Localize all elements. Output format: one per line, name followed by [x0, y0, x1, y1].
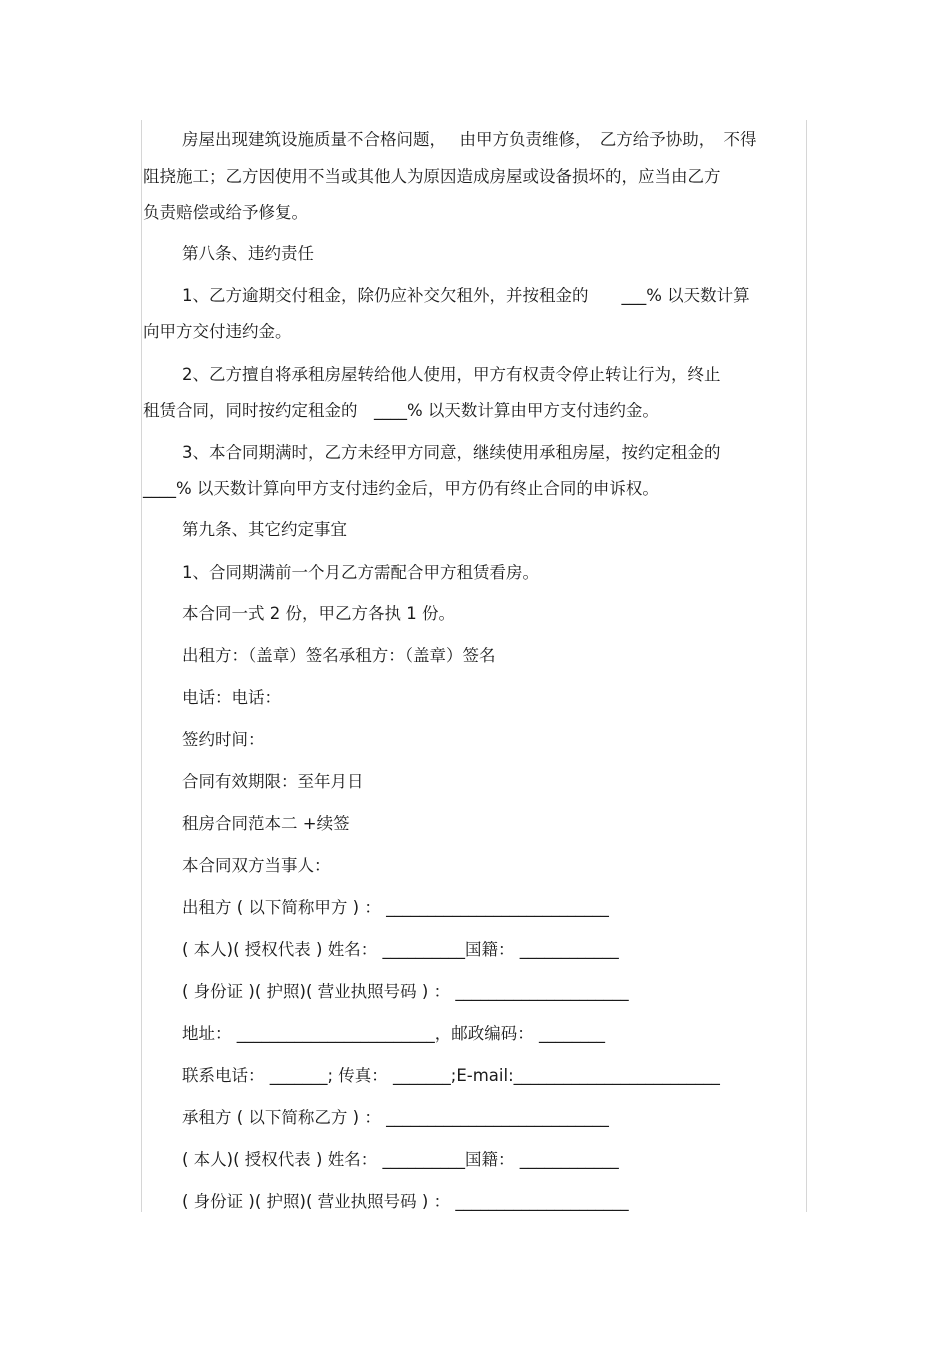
id-number-field: ( 身份证 )( 护照)( 营业执照号码 ) ： _____________________ — [182, 982, 629, 1001]
paragraph-line: 1、合同期满前一个月乙方需配合甲方租赁看房。 — [182, 563, 539, 582]
contract-title: 租房合同范本二 +续签 — [182, 814, 350, 833]
name-nationality-field: ( 本人)( 授权代表 ) 姓名： __________国籍： ____________ — [182, 940, 619, 959]
paragraph-line: ____% 以天数计算向甲方支付违约金后，甲方仍有终止合同的申诉权。 — [143, 479, 659, 498]
lessor-field: 出租方 ( 以下简称甲方 ) ： ___________________________ — [182, 898, 609, 917]
lessee-field: 承租方 ( 以下简称乙方 ) ： ___________________________ — [182, 1108, 609, 1127]
section-heading: 第九条、其它约定事宜 — [182, 520, 347, 539]
paragraph-line: 2、乙方擅自将承租房屋转给他人使用，甲方有权责令停止转让行为，终止 — [182, 365, 721, 384]
name-nationality-field: ( 本人)( 授权代表 ) 姓名： __________国籍： ____________ — [182, 1150, 619, 1169]
paragraph-line: 阻挠施工；乙方因使用不当或其他人为原因造成房屋或设备损坏的，应当由乙方 — [143, 167, 721, 186]
validity-line: 合同有效期限：至年月日 — [182, 772, 364, 791]
right-page-border — [806, 120, 807, 1212]
paragraph-line: 本合同一式 2 份，甲乙方各执 1 份。 — [182, 604, 455, 623]
signature-line: 出租方：（盖章）签名承租方：（盖章）签名 — [182, 646, 496, 665]
paragraph-line: 1、乙方逾期交付租金，除仍应补交欠租外，并按租金的 ___% 以天数计算 — [182, 286, 750, 305]
contact-field: 联系电话： _______; 传真： _______;E-mail:_________________________ — [182, 1066, 720, 1085]
paragraph-line: 向甲方交付违约金。 — [143, 322, 292, 341]
id-number-field: ( 身份证 )( 护照)( 营业执照号码 ) ： _____________________ — [182, 1192, 629, 1211]
parties-heading: 本合同双方当事人： — [182, 856, 331, 875]
section-heading: 第八条、违约责任 — [182, 244, 314, 263]
left-page-border — [141, 120, 142, 1212]
paragraph-line: 房屋出现建筑设施质量不合格问题， 由甲方负责维修， 乙方给予协助， 不得 — [182, 130, 757, 149]
paragraph-line: 负责赔偿或给予修复。 — [143, 203, 308, 222]
phone-line: 电话：电话： — [182, 688, 281, 707]
paragraph-line: 3、本合同期满时，乙方未经甲方同意，继续使用承租房屋，按约定租金的 — [182, 443, 721, 462]
paragraph-line: 租赁合同，同时按约定租金的 ____% 以天数计算由甲方支付违约金。 — [143, 401, 659, 420]
address-field: 地址： ________________________，邮政编码： ________ — [182, 1024, 605, 1043]
sign-date-line: 签约时间： — [182, 730, 265, 749]
